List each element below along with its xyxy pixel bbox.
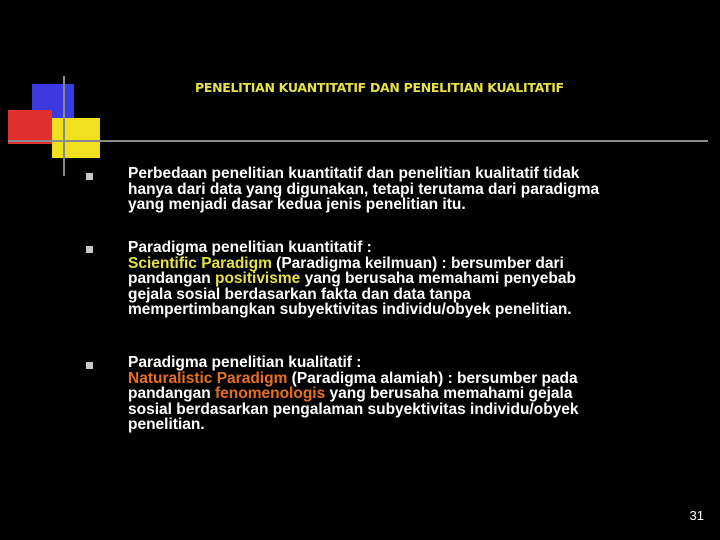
bullet-text-1 — [128, 166, 668, 213]
bullet-text-3 — [128, 355, 668, 433]
text-line: yang menjadi dasar kedua jenis penelitian itu. — [128, 196, 466, 213]
decor-red-square — [8, 110, 52, 144]
bullet-marker-icon — [86, 173, 93, 180]
text-line — [128, 371, 668, 387]
text-span: (Paradigma keilmuan) : bersumber dari — [271, 254, 564, 272]
text-line — [128, 386, 668, 402]
text-span: pandangan — [128, 270, 215, 287]
text-line: mempertimbangkan subyektivitas individu/obyek penelitian. — [128, 301, 572, 318]
decor-horizontal-line — [8, 140, 708, 142]
text-span: (Paradigma alamiah) : bersumber pada — [287, 369, 578, 387]
text-line: hanya dari data yang digunakan, tetapi terutama dari paradigma — [128, 180, 600, 198]
bullet-marker-icon — [86, 362, 93, 369]
decor-vertical-line — [63, 76, 65, 176]
bullet-marker-icon — [86, 246, 93, 253]
text-span: yang berusaha memahami penyebab — [300, 270, 576, 287]
text-line: gejala sosial berdasarkan fakta dan data tanpa — [128, 285, 471, 303]
bullet-heading: Paradigma penelitian kuantitatif : — [128, 239, 372, 256]
page-number: 31 — [689, 508, 704, 523]
bullet-text-2 — [128, 240, 668, 318]
paradigm-term: Naturalistic Paradigm — [128, 369, 288, 387]
key-term: fenomenologis — [214, 385, 326, 402]
text-line — [128, 271, 668, 287]
paradigm-term: Scientific Paradigm — [128, 254, 272, 272]
text-span: yang berusaha memahami gejala — [325, 385, 573, 402]
key-term: positivisme — [214, 270, 301, 287]
slide-title: PENELITIAN KUANTITATIF DAN PENELITIAN KUALITATIF — [195, 80, 564, 95]
bullet-heading: Paradigma penelitian kualitatif : — [128, 354, 362, 371]
text-line: penelitian. — [128, 416, 205, 433]
text-line — [128, 256, 668, 272]
text-span: pandangan — [128, 385, 215, 402]
text-line: sosial berdasarkan pengalaman subyektivitas individu/obyek — [128, 400, 579, 418]
decor-yellow-square — [52, 118, 100, 158]
text-line: Perbedaan penelitian kuantitatif dan penelitian kualitatif tidak — [128, 165, 580, 182]
